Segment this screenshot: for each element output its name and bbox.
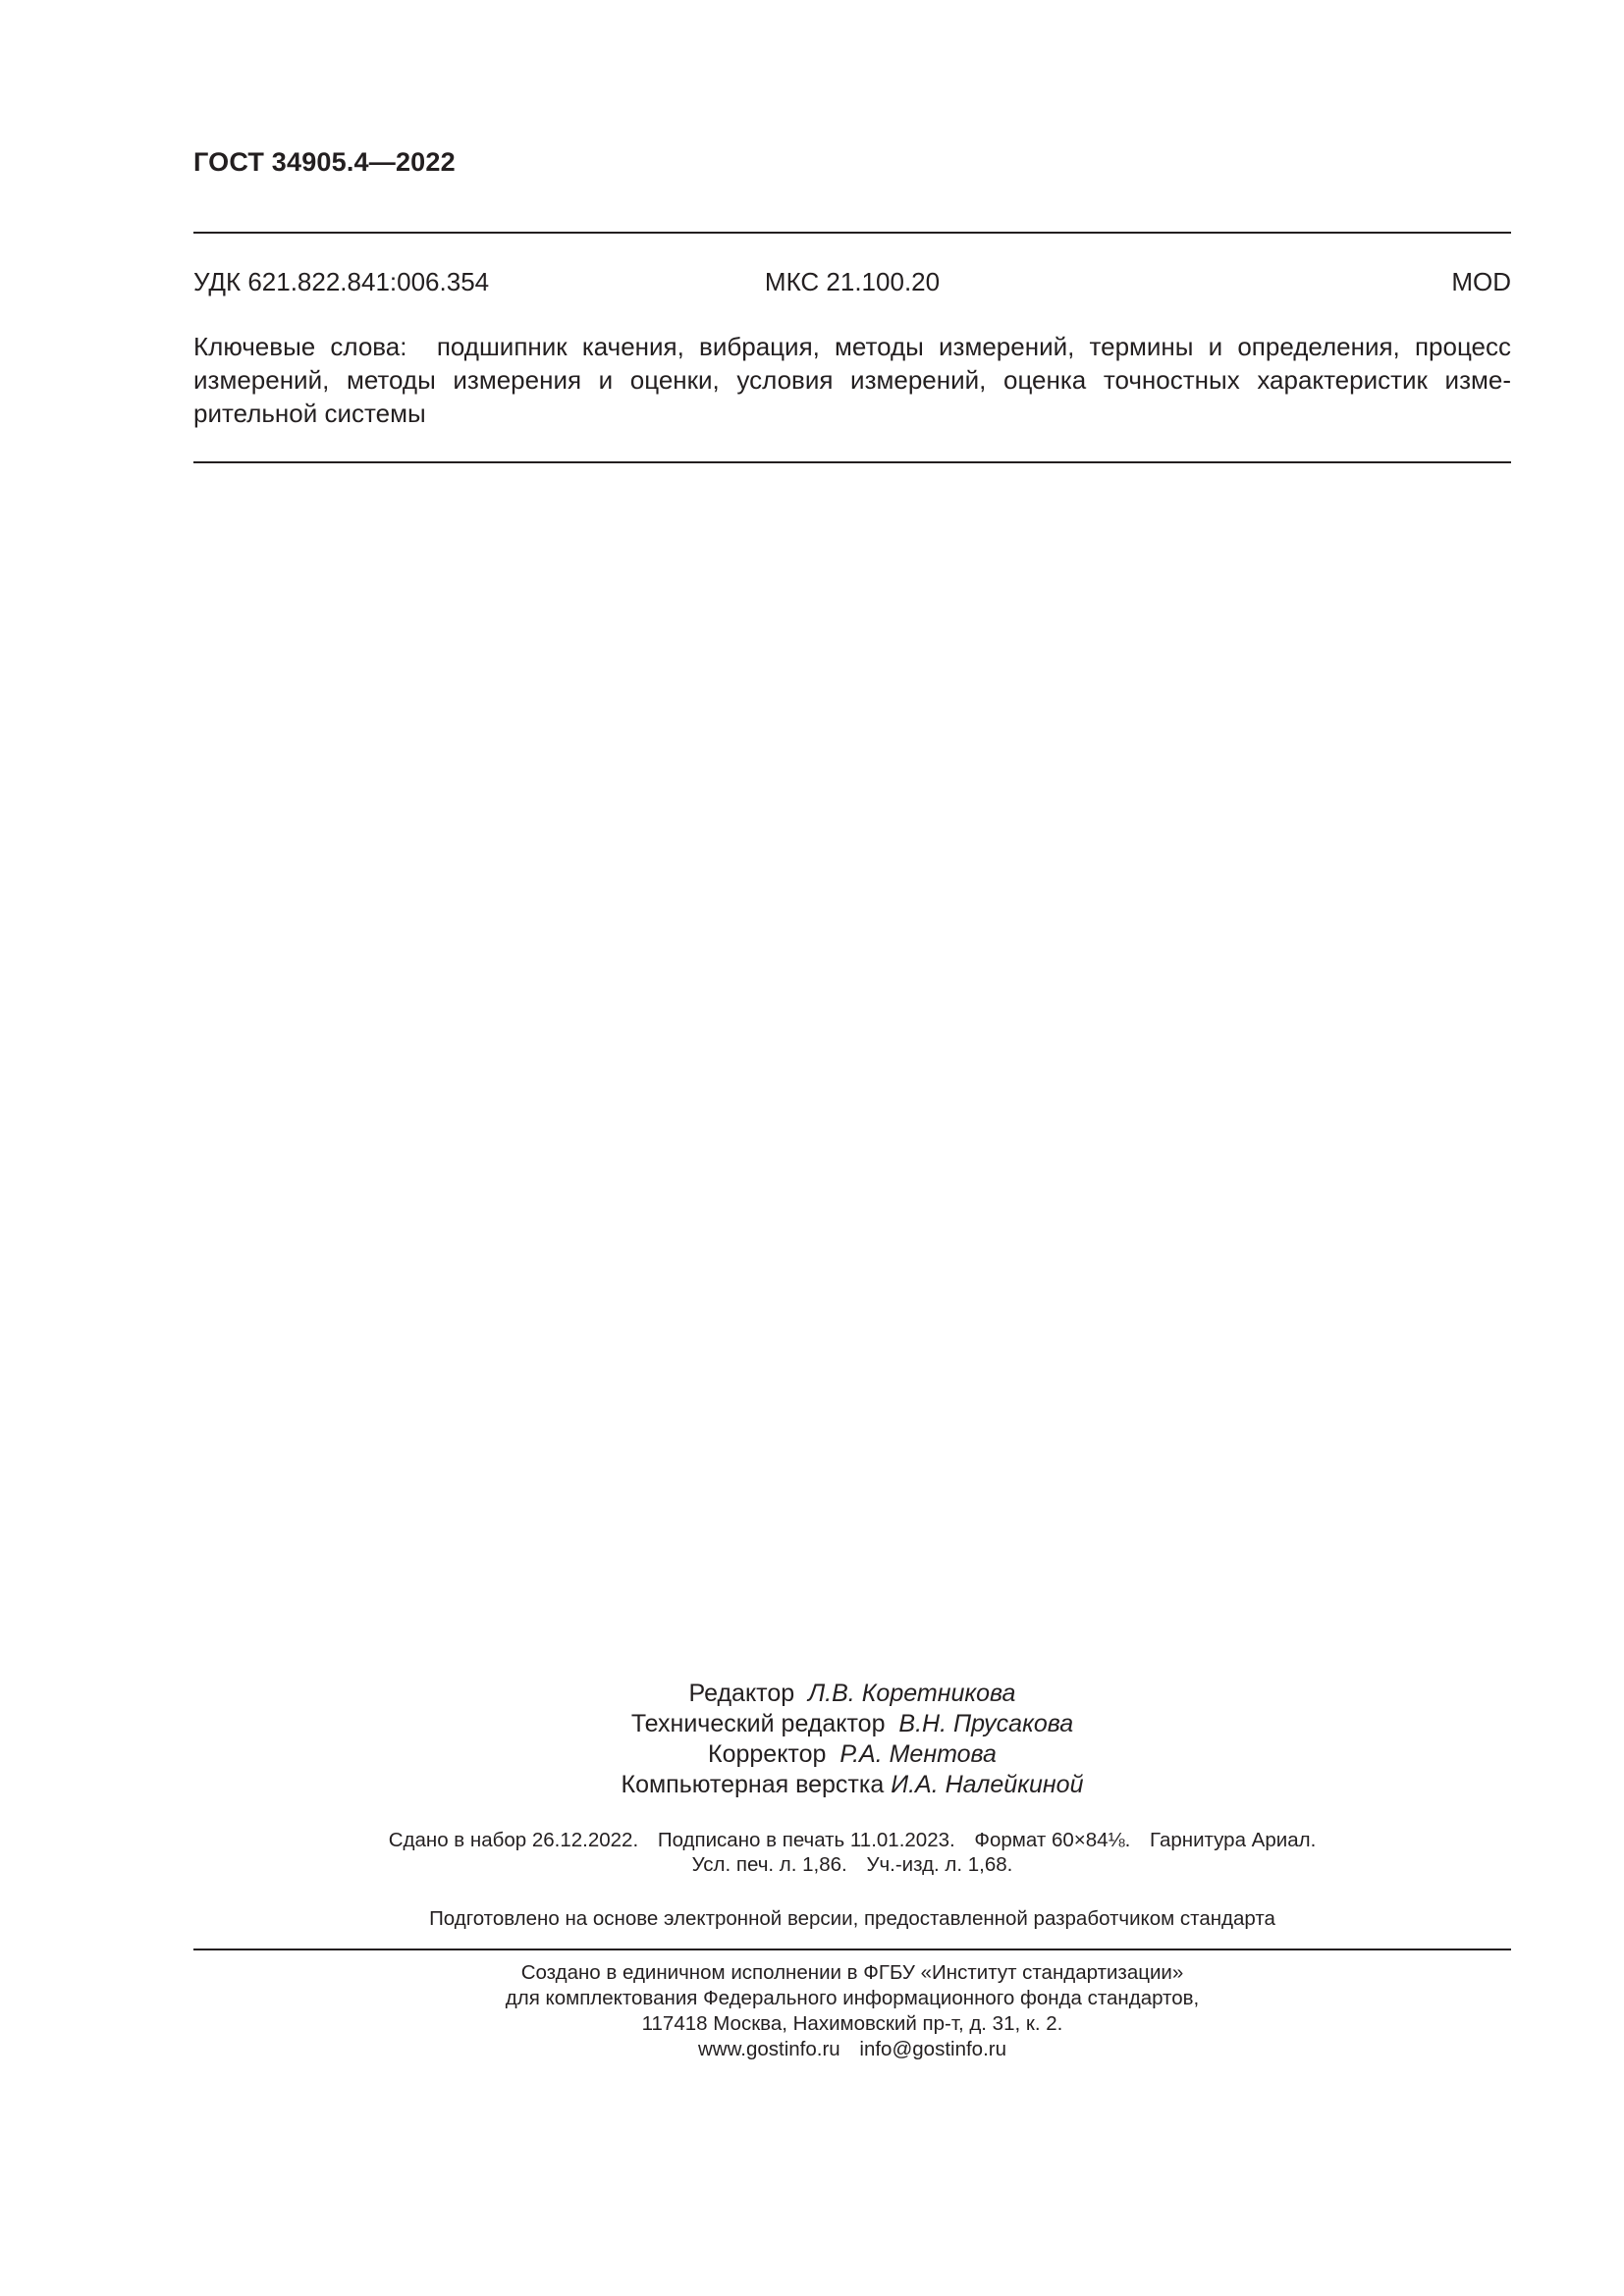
keywords-divider <box>193 461 1511 463</box>
credit-name: В.Н. Прусакова <box>898 1710 1074 1737</box>
imprint-print-sheets: Усл. печ. л. 1,86. <box>691 1853 847 1876</box>
keywords-text: подшипник качения, вибрация, методы измерений, термины и определения, процесс измерений, методы измерения и оценки, условия измерений, оценка точностных характеристик измерительной системы <box>193 332 1511 428</box>
publisher-divider <box>193 1949 1511 1950</box>
publisher-line-1: Создано в единичном исполнении в ФГБУ «Институт стандартизации» <box>520 1961 1184 1984</box>
keywords-label: Ключевые слова: <box>193 332 407 361</box>
credit-name: Л.В. Коретникова <box>808 1680 1016 1707</box>
classification-row <box>193 267 1511 297</box>
publisher-website-link[interactable]: www.gostinfo.ru <box>698 2038 840 2060</box>
keywords-block <box>193 330 1511 430</box>
credit-role: Компьютерная верстка <box>621 1771 885 1798</box>
prepared-note: Подготовлено на основе электронной версии, предоставленной разработчиком стандарта <box>429 1907 1275 1930</box>
credits-block <box>193 1679 1511 1800</box>
credit-layout <box>193 1770 1511 1800</box>
credit-name: И.А. Налейкиной <box>891 1771 1084 1798</box>
publisher-line-2: для комплектования Федерального информационного фонда стандартов, <box>505 1987 1200 2009</box>
imprint-submitted: Сдано в набор 26.12.2022. <box>388 1829 639 1851</box>
credit-role: Технический редактор <box>630 1710 886 1737</box>
mod-marker: MOD <box>1451 267 1511 296</box>
imprint-block <box>193 1828 1511 1877</box>
udk-code: УДК 621.822.841:006.354 <box>193 267 490 296</box>
imprint-line-1 <box>193 1828 1511 1852</box>
publisher-address: 117418 Москва, Нахимовский пр-т, д. 31, к. 2. <box>641 2012 1063 2035</box>
publisher-links <box>193 2037 1511 2062</box>
imprint-line-2 <box>193 1852 1511 1877</box>
standard-number: ГОСТ 34905.4—2022 <box>193 147 456 177</box>
top-divider <box>193 232 1511 234</box>
imprint-publisher-sheets: Уч.-изд. л. 1,68. <box>866 1853 1013 1876</box>
imprint-format: Формат 60×84⅛. <box>974 1829 1131 1851</box>
credit-name: Р.А. Ментова <box>839 1740 997 1768</box>
publisher-email-link[interactable]: info@gostinfo.ru <box>859 2038 1006 2060</box>
credit-technical-editor <box>193 1709 1511 1739</box>
mks-code: МКС 21.100.20 <box>764 267 941 296</box>
imprint-typeface: Гарнитура Ариал. <box>1150 1829 1317 1851</box>
publisher-block <box>193 1960 1511 2062</box>
credit-proofreader <box>193 1739 1511 1770</box>
imprint-signed: Подписано в печать 11.01.2023. <box>657 1829 955 1851</box>
credit-editor <box>193 1679 1511 1709</box>
credit-role: Корректор <box>708 1740 827 1768</box>
credit-role: Редактор <box>688 1680 795 1707</box>
